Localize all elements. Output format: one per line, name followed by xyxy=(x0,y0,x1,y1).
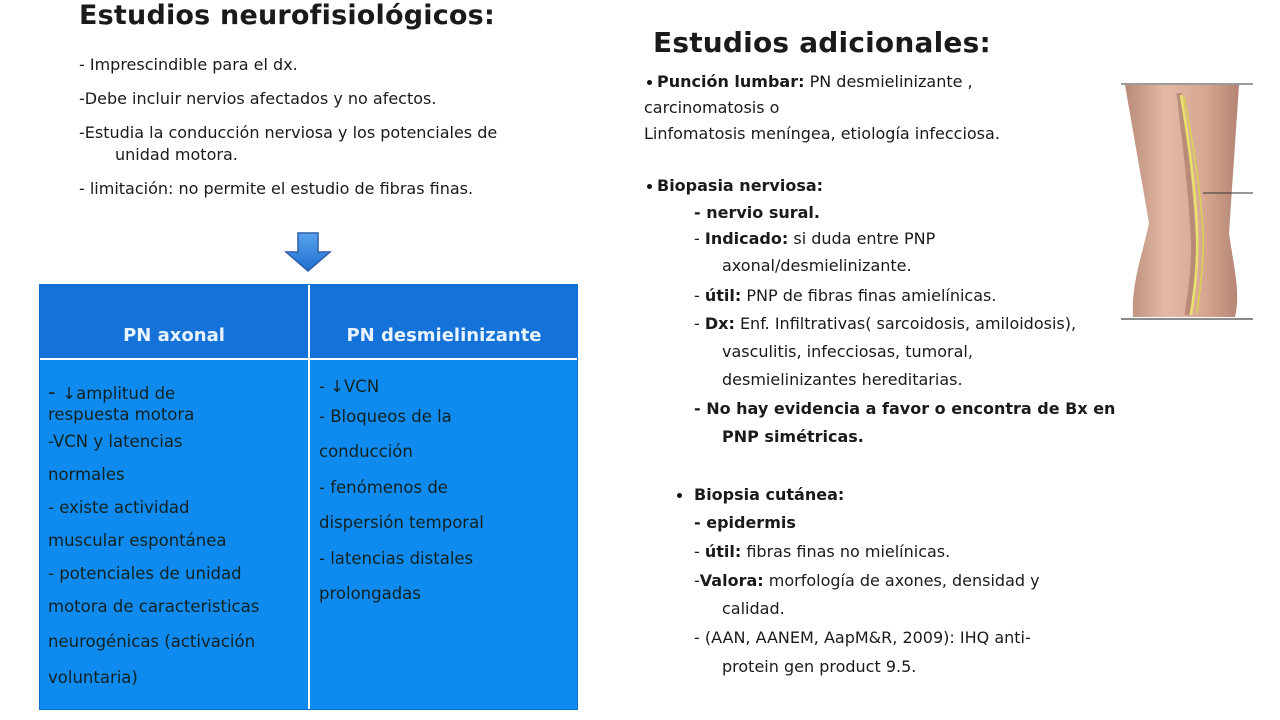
axonal-line-3: -VCN y latencias xyxy=(48,432,183,451)
indicado-text: si duda entre PNP xyxy=(788,229,936,248)
dash: - xyxy=(694,542,705,561)
dash: - xyxy=(694,229,705,248)
cell-pn-axonal xyxy=(48,381,304,695)
axonal-line-10: voluntaria) xyxy=(48,668,138,687)
dx-line-3: desmielinizantes hereditarias. xyxy=(722,370,963,389)
indicado-label: Indicado: xyxy=(704,229,789,248)
aan-line-2: protein gen product 9.5. xyxy=(722,657,917,676)
util-label: útil: xyxy=(704,286,742,305)
desm-line-4: - fenómenos de xyxy=(319,478,448,497)
dash: - xyxy=(48,380,63,404)
axonal-line-8: motora de caracteristicas xyxy=(48,597,260,616)
nohay-line-1: - No hay evidencia a favor o encontra de Bx en xyxy=(694,399,1116,418)
header-pn-desmielinizante: PN desmielinizante xyxy=(346,325,542,346)
left-item-3: -Estudia la conducción nerviosa y los potenciales de xyxy=(79,123,498,142)
column-divider xyxy=(308,285,310,709)
bullet-icon xyxy=(647,80,652,85)
desm-line-5: dispersión temporal xyxy=(319,513,484,532)
valora-text: morfología de axones, densidad y xyxy=(763,571,1040,590)
left-item-4: - limitación: no permite el estudio de fibras finas. xyxy=(79,179,474,198)
aan-line-1: - (AAN, AANEM, AapM&R, 2009): IHQ anti- xyxy=(694,628,1031,647)
bullet-icon xyxy=(677,493,682,498)
desm-line-3: conducción xyxy=(319,442,413,461)
dash: - xyxy=(694,286,705,305)
indicado-line-2: axonal/desmielinizante. xyxy=(722,256,912,275)
axonal-line-5: - existe actividad xyxy=(48,498,190,517)
axonal-line-6: muscular espontánea xyxy=(48,531,227,550)
sural: - nervio sural. xyxy=(694,203,820,222)
util-cutanea-text: fibras finas no mielínicas. xyxy=(741,542,951,561)
util-cutanea-label: útil: xyxy=(704,542,742,561)
bullet-icon xyxy=(647,184,652,189)
header-pn-axonal: PN axonal xyxy=(123,325,225,346)
puncion-text: PN desmielinizante , xyxy=(804,72,973,91)
axonal-line-9: neurogénicas (activación xyxy=(48,632,256,651)
dx-label: Dx: xyxy=(704,314,735,333)
axonal-line-1: ↓amplitud de xyxy=(62,384,176,403)
right-title: Estudios adicionales: xyxy=(653,26,991,59)
axonal-line-7: - potenciales de unidad xyxy=(48,564,242,583)
biopsia-cutanea-label: Biopsia cutánea: xyxy=(694,485,845,504)
left-item-2: -Debe incluir nervios afectados y no afectos. xyxy=(79,89,437,108)
dx-text: Enf. Infiltrativas( sarcoidosis, amiloidosis), xyxy=(734,314,1077,333)
left-item-3b: unidad motora. xyxy=(115,145,238,164)
desm-line-6: - latencias distales xyxy=(319,549,474,568)
left-list xyxy=(79,54,599,200)
biopsia-nerviosa-label: Biopasia nerviosa: xyxy=(657,176,824,195)
down-arrow-icon xyxy=(284,232,332,272)
axonal-line-4: normales xyxy=(48,465,125,484)
dash: - xyxy=(694,314,705,333)
desm-line-7: prolongadas xyxy=(319,584,421,603)
puncion-label: Punción lumbar: xyxy=(657,72,805,91)
util-text: PNP de fibras finas amielínicas. xyxy=(741,286,997,305)
valora-line-2: calidad. xyxy=(722,599,785,618)
puncion-line-3: Linfomatosis meníngea, etiología infecciosa. xyxy=(644,124,1000,143)
right-content xyxy=(644,70,1164,680)
comparison-table xyxy=(39,284,578,710)
dash: - xyxy=(694,571,700,590)
sural-nerve-leg-illustration xyxy=(1121,83,1253,321)
epidermis: - epidermis xyxy=(694,513,796,532)
dx-line-2: vasculitis, infecciosas, tumoral, xyxy=(722,342,973,361)
desm-line-2: - Bloqueos de la xyxy=(319,407,452,426)
cell-pn-desmielinizante xyxy=(319,374,571,612)
left-item-1: - Imprescindible para el dx. xyxy=(79,55,298,74)
valora-label: Valora: xyxy=(699,571,764,590)
axonal-line-2: respuesta motora xyxy=(48,405,195,424)
desm-line-1: - ↓VCN xyxy=(319,377,380,396)
nohay-line-2: PNP simétricas. xyxy=(722,427,864,446)
puncion-line-2: carcinomatosis o xyxy=(644,98,780,117)
left-title: Estudios neurofisiológicos: xyxy=(79,0,495,31)
